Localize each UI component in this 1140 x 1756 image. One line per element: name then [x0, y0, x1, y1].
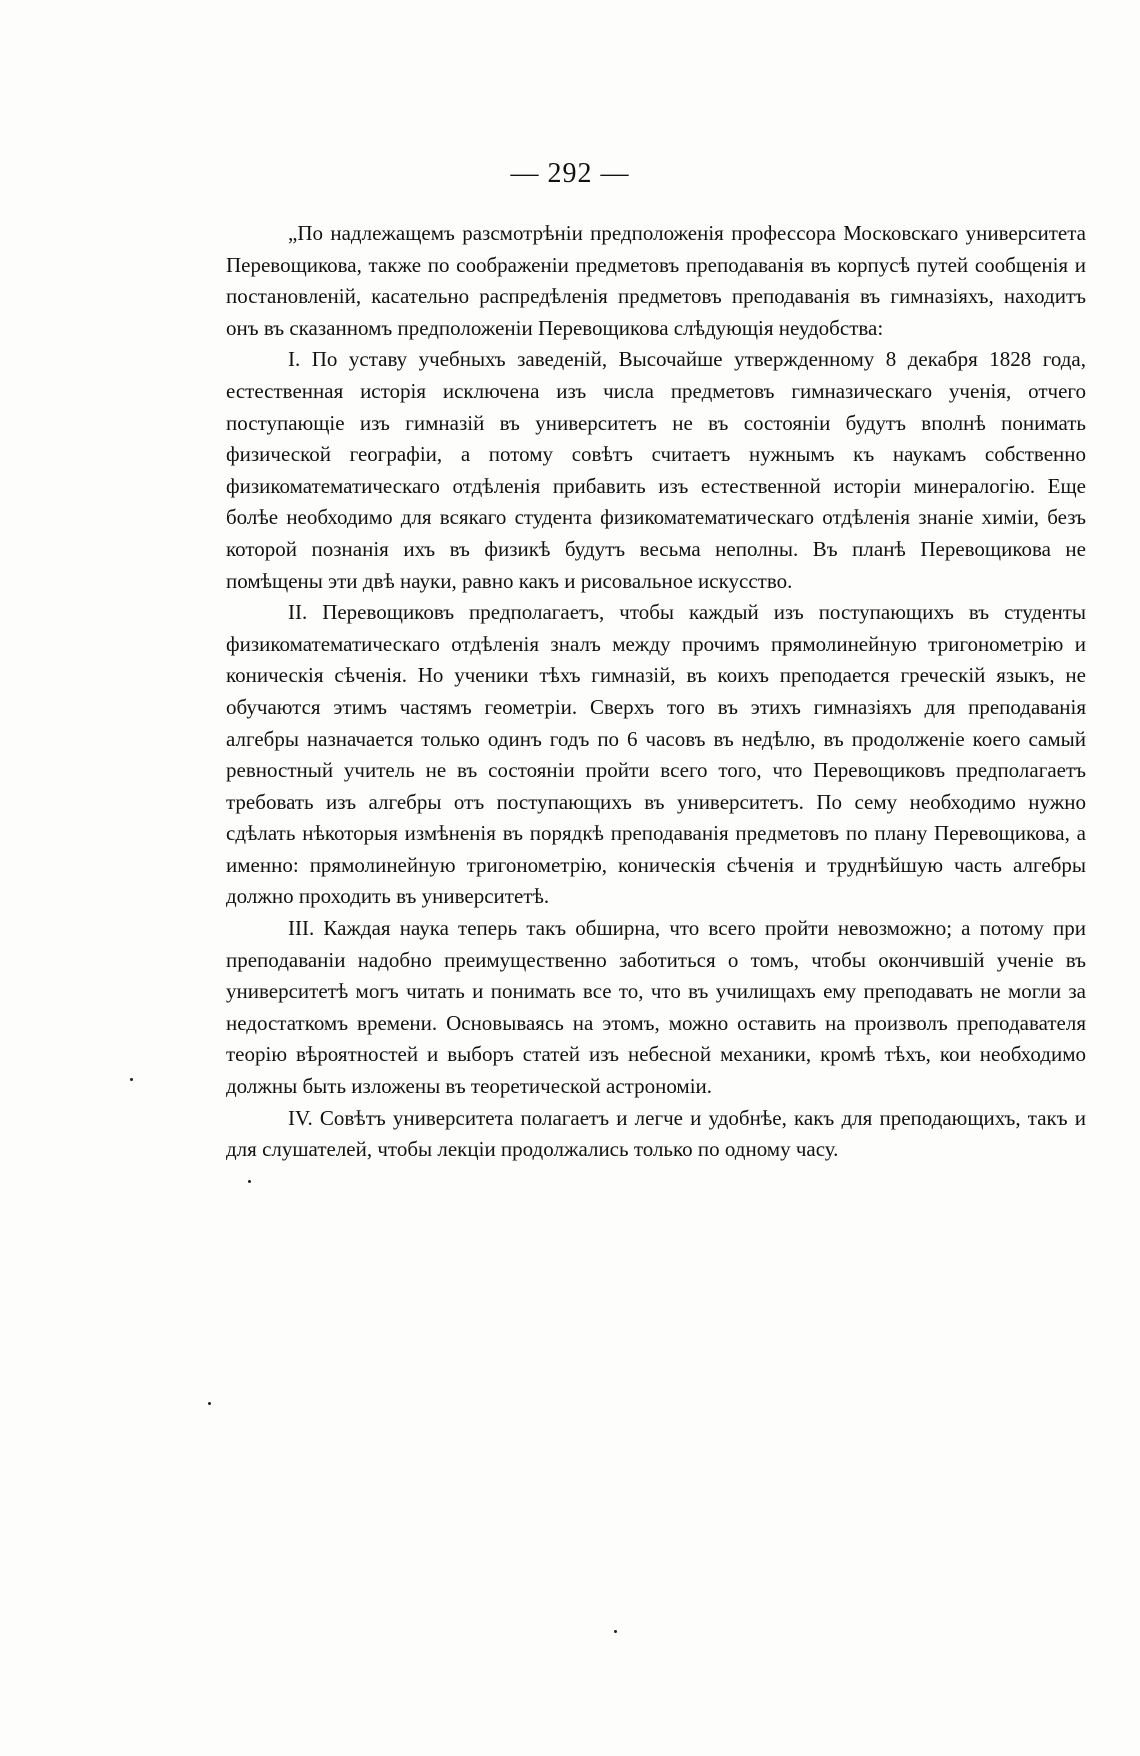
print-speck	[208, 1402, 211, 1405]
paragraph-point-3: III. Каждая наука теперь такъ обширна, что всего пройти невозможно; а потому при преподаваніи надобно преимущественно заботиться о томъ, чтобы окончившій ученіе въ университетѣ могъ читать и понимать все то, что въ училищахъ ему преподавать не могли за недостаткомъ времени. Основываясь на этомъ, можно оставить на произволъ преподавателя теорію вѣроятностей и выборъ статей изъ небесной механики, кромѣ тѣхъ, кои необходимо должны быть изложены въ теоретической астрономіи.	[226, 916, 1086, 1099]
paragraph-point-2: II. Перевощиковъ предполагаетъ, чтобы каждый изъ поступающихъ въ студенты физикоматематическаго отдѣленія зналъ между прочимъ прямолинейную тригонометрію и коническія сѣченія. Но ученики тѣхъ гимназій, въ коихъ преподается греческій языкъ, не обучаются этимъ частямъ геометріи. Сверхъ того въ этихъ гимназіяхъ для преподаванія алгебры назначается только одинъ годъ по 6 часовъ въ недѣлю, въ продолженіе коего самый ревностный учитель не въ состояніи пройти всего того, что Перевощиковъ предполагаетъ требовать изъ алгебры отъ поступающихъ въ университетъ. По сему необходимо нужно сдѣлать нѣкоторыя измѣненія въ порядкѣ преподаванія предметовъ по плану Перевощикова, а именно: прямолинейную тригонометрію, коническія сѣченія и труднѣйшую часть алгебры должно проходить въ университетѣ.	[226, 600, 1086, 909]
print-speck	[614, 1630, 617, 1633]
print-speck	[248, 1180, 251, 1183]
paragraph-point-1: I. По уставу учебныхъ заведеній, Высочайше утвержденному 8 декабря 1828 года, естественная исторія исключена изъ числа предметовъ гимназическаго ученія, отчего поступающіе изъ гимназій въ университетъ не въ состояніи будутъ вполнѣ понимать физической географіи, а потому совѣтъ считаетъ нужнымъ къ наукамъ собственно физикоматематическаго отдѣленія прибавить изъ естественной исторіи минералогію. Еще болѣе необходимо для всякаго студента физикоматематическаго отдѣленія знаніе химіи, безъ которой познанія ихъ въ физикѣ будутъ весьма неполны. Въ планѣ Перевощикова не помѣщены эти двѣ науки, равно какъ и рисовальное искусство.	[226, 347, 1086, 593]
page-number: — 292 —	[510, 158, 630, 189]
paragraph-intro: „По надлежащемъ разсмотрѣніи предположенія профессора Московскаго университета Перевощикова, также по соображеніи предметовъ преподаванія въ корпусѣ путей сообщенія и постановленій, касательно распредѣленія предметовъ преподаванія въ гимназіяхъ, находитъ онъ въ сказанномъ предположеніи Перевощикова слѣдующія неудобства:	[226, 221, 1086, 340]
paragraph-point-4: IV. Совѣтъ университета полагаетъ и легче и удобнѣе, какъ для преподающихъ, такъ и для слушателей, чтобы лекціи продолжались только по одному часу.	[226, 1105, 1086, 1162]
body-text	[226, 218, 1086, 1166]
print-speck	[130, 1078, 133, 1081]
